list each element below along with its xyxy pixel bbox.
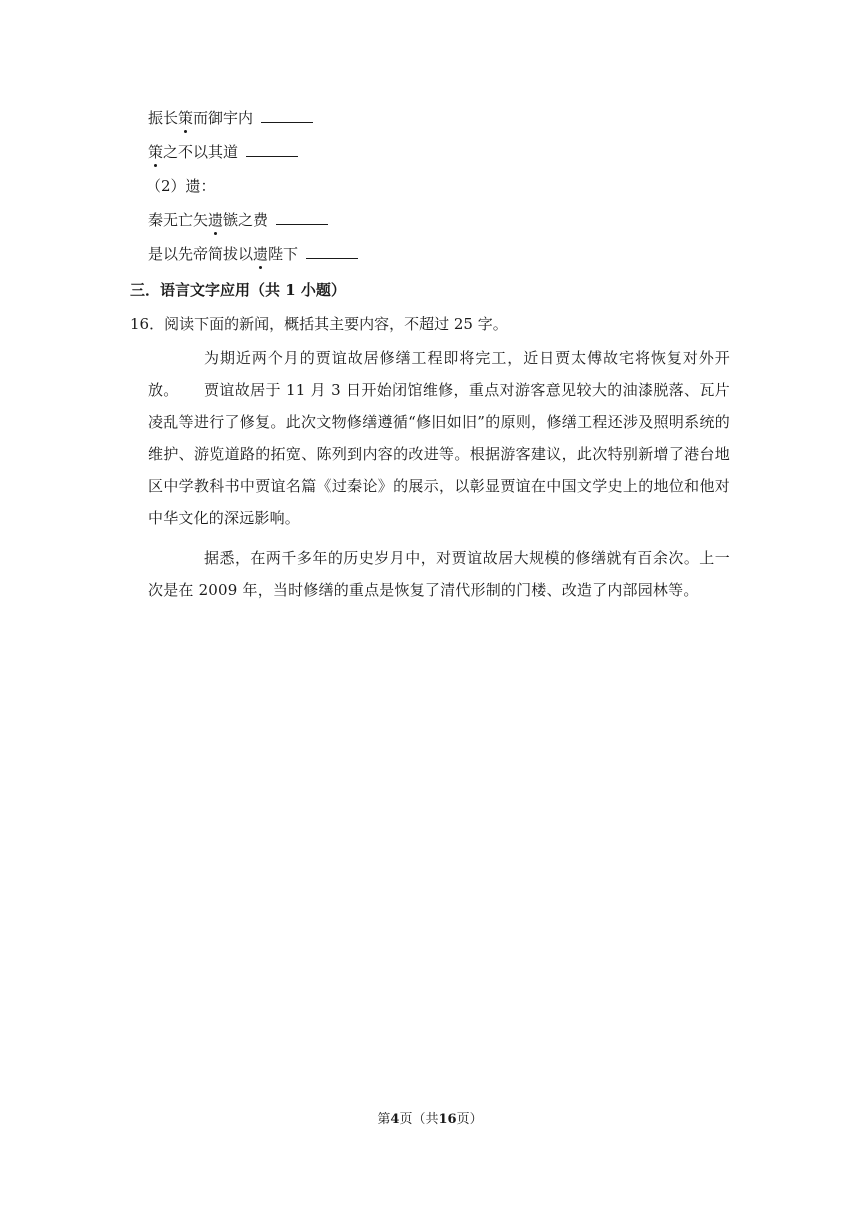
item-2-2 bbox=[148, 244, 358, 264]
news-paragraph-2: 贾谊故居于 11 月 3 日开始闭馆维修，重点对游客意见较大的油漆脱落、瓦片凌乱等进行了修复。此次文物修缮遵循“修旧如旧”的原则，修缮工程还涉及照明系统的维护、游览道路的拓宽、陈列到内容的改进等。根据游客建议，此次特别新增了港台地区中学教科书中贾谊名篇《过秦论》的展示，以彰显贾谊在中国文学史上的地位和他对中华文化的深远影响。 bbox=[148, 381, 730, 527]
answer-blank[interactable] bbox=[246, 142, 298, 157]
item-1-2 bbox=[148, 142, 298, 162]
item-text-after: 陛下 bbox=[268, 245, 299, 263]
answer-blank[interactable] bbox=[306, 244, 358, 259]
news-paragraph-1: 为期近两个月的贾谊故居修缮工程即将完工，近日贾太傅故宅将恢复对外开放。 bbox=[148, 349, 730, 399]
item-text-before: 是以先帝简拔以 bbox=[148, 245, 254, 263]
dotted-char: 策 bbox=[148, 143, 164, 161]
answer-blank[interactable] bbox=[261, 108, 313, 123]
item-text-after: 之不以其道 bbox=[163, 143, 239, 161]
item-text-after: 而御宇内 bbox=[193, 109, 254, 127]
item-text-before: 振长 bbox=[148, 109, 179, 127]
dotted-char: 策 bbox=[178, 109, 194, 127]
current-page-number: 4 bbox=[390, 1112, 400, 1127]
section-title: 三．语言文字应用（共 1 小题） bbox=[130, 281, 346, 299]
total-page-number: 16 bbox=[438, 1112, 457, 1127]
item-2-1 bbox=[148, 210, 328, 230]
answer-blank[interactable] bbox=[276, 210, 328, 225]
page-footer bbox=[0, 1111, 860, 1129]
item-text-after: 镞之费 bbox=[223, 211, 269, 229]
sub-question-2-label: （2）遗： bbox=[146, 177, 216, 195]
question-16 bbox=[130, 314, 508, 334]
item-text-before: 秦无亡矢 bbox=[148, 211, 209, 229]
footer-middle: 页（共 bbox=[399, 1112, 439, 1127]
dotted-char: 遗 bbox=[253, 245, 269, 263]
question-prompt: 阅读下面的新闻，概括其主要内容，不超过 25 字。 bbox=[164, 315, 508, 333]
question-number: 16． bbox=[130, 315, 165, 333]
item-1-1 bbox=[148, 108, 313, 128]
news-paragraph-3: 据悉，在两千多年的历史岁月中，对贾谊故居大规模的修缮就有百余次。上一次是在 2009 年，当时修缮的重点是恢复了清代形制的门楼、改造了内部园林等。 bbox=[148, 549, 730, 599]
footer-suffix: 页） bbox=[456, 1112, 483, 1127]
dotted-char: 遗 bbox=[208, 211, 224, 229]
footer-prefix: 第 bbox=[377, 1112, 391, 1127]
